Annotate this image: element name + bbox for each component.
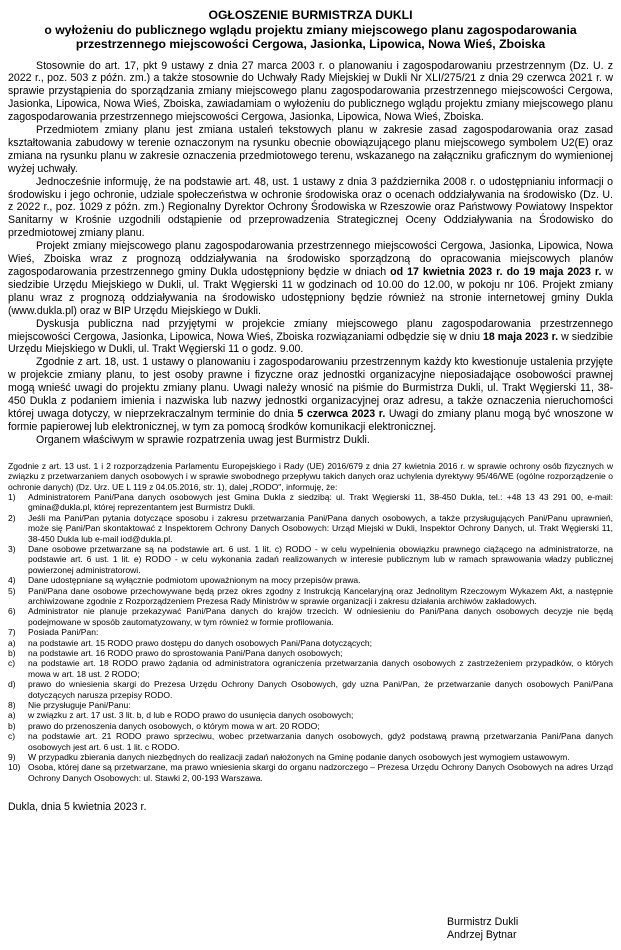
signature-block bbox=[447, 916, 518, 942]
rodo-clause bbox=[8, 461, 613, 784]
rodo-item: 6) Administrator nie planuje przekazywać Pani/Pana danych do krajów trzecich. W odniesieniu do Pani/Pana danych osobowych decyzje nie będą podejmowane w sposób zautomatyzowany, w tym również w formie profilowania. bbox=[8, 606, 613, 627]
paragraph-discussion bbox=[8, 318, 613, 357]
availability-dates: od 17 kwietnia 2023 r. do 19 maja 2023 r. bbox=[390, 266, 602, 278]
rodo-item: 4) Dane udostępniane są wyłącznie podmiotom upoważnionym na mocy przepisów prawa. bbox=[8, 575, 361, 586]
rodo-subitem: b) na podstawie art. 16 RODO prawo do sprostowania Pani/Pana danych osobowych; bbox=[8, 648, 343, 658]
paragraph-legal-basis: Stosownie do art. 17, pkt 9 ustawy z dnia 27 marca 2003 r. o planowaniu i zagospodarowaniu przestrzennym (Dz. U. z 2022 r., poz. 503 z późn. zm.) a także stosownie do Uchwały Rady Miejskiej w Dukli Nr XLI/275/21 z dnia 29 czerwca 2021 r. w sprawie przystąpienia do sporządzania zmiany miejscowego planu zagospodarowania przestrzennego miejscowości Cergowa, Jasionka, Lipowica, Nowa Wieś, Zboiska, zawiadamiam o wyłożeniu do publicznego wglądu projektu zmiany miejscowego planu zagospodarowania przestrzennego miejscowości Cergowa, Jasionka, Lipowica, Nowa Wieś, Zboiska. bbox=[8, 59, 613, 124]
remarks-text-2: Uwagi do zmiany planu mogą być wnoszone w formie papierowej lub elektronicznej, w tym za pomocą środków komunikacji elektronicznej. bbox=[8, 407, 614, 433]
availability-text-1: Projekt zmiany miejscowego planu zagospodarowania przestrzennego miejscowości Cergowa, Jasionka, Lipowica, Nowa Wieś, Zboiska wraz z prognozą oddziaływania na środowisko sporządzoną do opracowania miejscowych planów zagospodarowania przestrzennego gminy Dukla udostępniony będzie w dniach bbox=[8, 240, 613, 278]
title-line-1: OGŁOSZENIE BURMISTRZA DUKLI bbox=[208, 8, 413, 22]
paragraph-authority: Organem właściwym w sprawie rozpatrzenia uwag jest Burmistrz Dukli. bbox=[36, 433, 370, 446]
rodo-item: 1) Administratorem Pani/Pana danych osobowych jest Gmina Dukla z siedzibą: ul. Trakt Węgierski 11, 38-450 Dukla, tel.: +48 13 43 291 00, e-mail: gmina@dukla.pl, której reprezentantem jest Burmistrz Dukli. bbox=[8, 491, 613, 513]
rodo-subitem: a) na podstawie art. 15 RODO prawo dostępu do danych osobowych Pani/Pana dotyczących; bbox=[8, 637, 372, 648]
rodo-list bbox=[8, 492, 613, 783]
rodo-subitem: a) w związku z art. 17 ust. 3 lit. b, d lub e RODO prawo do usunięcia danych osobowych; bbox=[8, 710, 354, 721]
remarks-deadline: 5 czerwca 2023 r. bbox=[297, 407, 386, 420]
announcement-title bbox=[8, 8, 613, 52]
discussion-date: 18 maja 2023 r. bbox=[483, 330, 559, 343]
signature-title: Burmistrz Dukli bbox=[447, 916, 519, 928]
remarks-text-1: Zgodnie z art. 18, ust. 1 ustawy o planowaniu i zagospodarowaniu przestrzennym każdy kto kwestionuje ustalenia przyjęte w projekcie zmiany planu, to jest osoby prawne i fizyczne oraz jednostki organizacyjne nieposiadające osobowości prawnej mogą wnieść uwagi do projektu zmiany planu. Uwagi należy wnosić na piśmie do Burmistrza Dukli, ul. Trakt Węgierski 11, 38-450 Dukla z podaniem imienia i nazwiska lub nazwy jednostki organizacyjnej oraz adresu, a także oznaczenia nieruchomości której uwaga dotyczy, w nieprzekraczalnym terminie do dnia bbox=[8, 356, 613, 420]
rodo-item: 5) Pani/Pana dane osobowe przechowywane będą przez okres zgodny z Instrukcją Kancelaryjną oraz Jednolitym Rzeczowym Wykazem Akt, a następnie archiwizowane zgodnie z Rozporządzeniem Prezesa Rady Ministrów w sprawie organizacji i zakresu działania archiwów zakładowych. bbox=[8, 585, 613, 606]
title-line-2: o wyłożeniu do publicznego wglądu projektu zmiany miejscowego planu zagospodarowania bbox=[44, 22, 577, 37]
rodo-subitem: b) prawo do przenoszenia danych osobowych, o którym mowa w art. 20 RODO; bbox=[8, 720, 320, 731]
rodo-item: 2) Jeśli ma Pani/Pan pytania dotyczące sposobu i zakresu przetwarzania Pani/Pana danych osobowych, a także przysługujących Pani/Panu uprawnień, może się Pani/Pan skontaktować z Inspektorem Ochrony Danych Osobowych: Urząd Miejski w Dukli, Inspektor Ochrony Danych, ul. Trakt Węgierski 11, 38-450 Dukla lub e-mail iod@dukla.pl. bbox=[8, 512, 613, 544]
title-line-3: przestrzennego miejscowości Cergowa, Jasionka, Lipowica, Nowa Wieś, Zboiska bbox=[75, 37, 546, 51]
rodo-item: 3) Dane osobowe przetwarzane są na podstawie art. 6 ust. 1 lit. c) RODO - w celu wypełnienia obowiązku prawnego ciążącego na administratorze, na podstawie art. 6 ust. 1 lit. e) RODO - w celu wykonania zadań realizowanych w interesie publicznym lub w ramach sprawowania władzy publicznej powierzonej administratorowi. bbox=[8, 543, 613, 575]
rodo-item: 8) Nie przysługuje Pani/Panu: bbox=[8, 700, 131, 711]
signature-name: Andrzej Bytnar bbox=[447, 929, 517, 941]
discussion-text-1: Dyskusja publiczna nad przyjętymi w projekcie zmiany miejscowego planu zagospodarowania przestrzennego miejscowości Cergowa, Jasionka, Lipowica, Nowa Wieś, Zboiska rozwiązaniami odbędzie się w dniu bbox=[8, 317, 613, 343]
rodo-item: 7) Posiada Pani/Pan: bbox=[8, 627, 99, 638]
rodo-item: 10) Osoba, której dane są przetwarzane, ma prawo wniesienia skargi do organu nadzorczego – Prezesa Urzędu Ochrony Danych Osobowych na adres Urząd Ochrony Danych Osobowych: ul. Stawki 2, 00-193 Warszawa. bbox=[8, 762, 613, 783]
rodo-subitem: c) na podstawie art. 21 RODO prawo sprzeciwu, wobec przetwarzania danych osobowych, gdyż podstawą prawną przetwarzania Pani/Pana danych osobowych jest art. 6 ust. 1 lit. c RODO. bbox=[8, 731, 613, 752]
paragraph-remarks bbox=[8, 356, 613, 433]
paragraph-subject: Przedmiotem zmiany planu jest zmiana ustaleń tekstowych planu w zakresie zasad zagospodarowania oraz zasad kształtowania zabudowy w terenie oznaczonym na rysunku obecnie obowiązującego planu miejscowego symbolem U2(E) oraz zmiana na rysunku planu w zakresie oznaczenia przedmiotowego terenu, wskazanego na załączniku graficznym do wymienionej wyżej uchwały. bbox=[8, 124, 613, 175]
document-date: Dukla, dnia 5 kwietnia 2023 r. bbox=[8, 801, 147, 814]
rodo-subitem: c) na podstawie art. 18 RODO prawo żądania od administratora ograniczenia przetwarzania danych osobowych z zastrzeżeniem przypadków, o których mowa w art. 18 ust. 2 RODO; bbox=[8, 658, 613, 679]
paragraph-environment: Jednocześnie informuję, że na podstawie art. 48, ust. 1 ustawy z dnia 3 października 2008 r. o udostępnianiu informacji o środowisku i jego ochronie, udziale społeczeństwa w ochronie środowiska oraz o ocenach oddziaływania na środowisko (Dz. U. z 2022 r., poz. 1029 z późn. zm.) Regionalny Dyrektor Ochrony Środowiska w Rzeszowie oraz Państwowy Powiatowy Inspektor Sanitarny w Krośnie uzgodnili odstąpienie od przeprowadzenia Strategicznej Oceny Oddziaływania na Środowisko do przedmiotowej zmiany planu. bbox=[8, 175, 613, 240]
paragraph-availability bbox=[8, 240, 613, 317]
rodo-item: 9) W przypadku zbierania danych niezbędnych do realizacji zadań nałożonych na Gminę podanie danych osobowych jest wymogiem ustawowym. bbox=[8, 752, 570, 763]
rodo-subitem: d) prawo do wniesienia skargi do Prezesa Urzędu Ochrony Danych Osobowych, gdy uzna Pani/Pan, że przetwarzanie danych osobowych Pani/Pana dotyczących narusza przepisy RODO. bbox=[8, 679, 613, 700]
availability-text-2: w siedzibie Urzędu Miejskiego w Dukli, ul. Trakt Węgierski 11 w godzinach od 10.00 do 12.00, w pokoju nr 106. Projekt zmiany planu wraz z prognozą oddziaływania na środowisko udostępniony będzie również na stronie internetowej gminy Dukla (www.dukla.pl) oraz w BIP Urzędu Miejskiego w Dukli. bbox=[8, 266, 614, 317]
announcement-body bbox=[8, 60, 613, 447]
rodo-intro: Zgodnie z art. 13 ust. 1 i 2 rozporządzenia Parlamentu Europejskiego i Rady (UE) 2016/679 z dnia 27 kwietnia 2016 r. w sprawie ochrony osób fizycznych w związku z przetwarzaniem danych osobowych i w sprawie swobodnego przepływu takich danych oraz uchylenia dyrektywy 95/46/WE (ogólne rozporządzenie o ochronie danych) (Dz. Urz. UE L 119 z 04.05.2016, str. 1), dalej „RODO", informuję, że: bbox=[8, 460, 613, 492]
discussion-text-2: w siedzibie Urzędu Miejskiego w Dukli, ul. Trakt Węgierski 11 o godz. 9.00. bbox=[8, 330, 613, 356]
